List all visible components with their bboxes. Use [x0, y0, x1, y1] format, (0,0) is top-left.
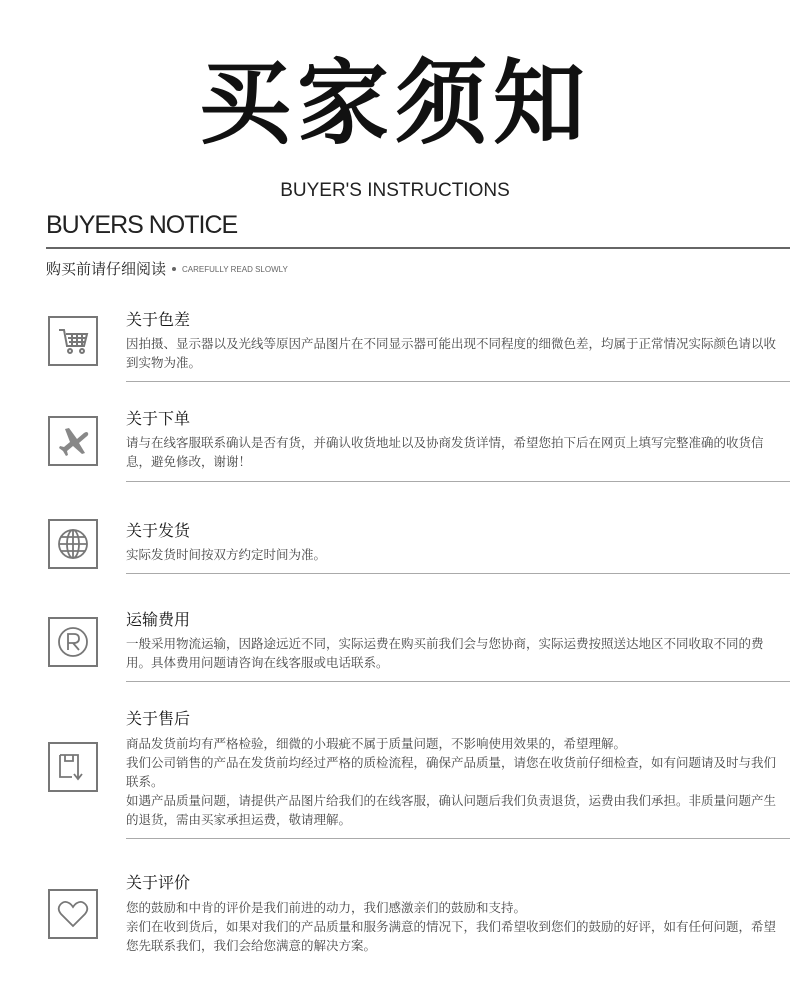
section-title: 关于下单	[126, 409, 191, 428]
bullet-dot	[172, 267, 176, 271]
section-body	[126, 634, 776, 672]
section-title: 关于发货	[126, 521, 191, 540]
shopping-cart-icon	[48, 316, 98, 366]
section-text: 商品发货前均有严格检验，细微的小瑕疵不属于质量问题，不影响使用效果的，希望理解。	[126, 736, 627, 751]
section-title: 关于评价	[126, 873, 191, 892]
section-body	[126, 734, 776, 829]
read-carefully-cn: 购买前请仔细阅读	[46, 260, 167, 278]
heart-icon	[48, 889, 98, 939]
section-title: 关于售后	[126, 709, 191, 728]
section-text: 请与在线客服联系确认是否有货，并确认收货地址以及协商发货详情，希望您拍下后在网页上填写完整准确的收货信息，避免修改，谢谢！	[126, 435, 764, 469]
section-title: 运输费用	[126, 610, 191, 629]
return-box-icon	[48, 742, 98, 792]
section-text: 您的鼓励和中肯的评价是我们前进的动力，我们感激亲们的鼓励和支持。	[126, 900, 527, 915]
section-title: 关于色差	[126, 310, 191, 329]
section-divider	[126, 481, 790, 482]
section-text: 实际发货时间按双方约定时间为准。	[126, 547, 327, 562]
section-divider	[126, 381, 790, 382]
section-divider	[126, 573, 790, 574]
section-divider	[126, 838, 790, 839]
page-subtitle: BUYER'S INSTRUCTIONS	[280, 180, 510, 201]
read-carefully-en: CAREFULLY READ SLOWLY	[182, 265, 288, 274]
section-text: 我们公司销售的产品在发货前均经过严格的质检流程，确保产品质量，请您在收货前仔细检查，如有问题请及时与我们联系。	[126, 755, 777, 789]
registered-icon	[48, 617, 98, 667]
page-title: 买家须知	[198, 50, 591, 157]
section-divider	[126, 681, 790, 682]
globe-icon	[48, 519, 98, 569]
airplane-icon	[48, 416, 98, 466]
section-text: 亲们在收到货后，如果对我们的产品质量和服务满意的情况下，我们希望收到您们的鼓励的好评，如有任何问题，希望您先联系我们，我们会给您满意的解决方案。	[126, 919, 777, 953]
buyers-notice-heading: BUYERS NOTICE	[46, 211, 238, 239]
section-body	[126, 334, 776, 372]
header-divider	[46, 247, 790, 249]
read-carefully-line	[46, 258, 288, 279]
section-text: 如遇产品质量问题，请提供产品图片给我们的在线客服，确认问题后我们负责退货，运费由我们承担。非质量问题产生的退货，需由买家承担运费，敬请理解。	[126, 793, 777, 827]
section-body	[126, 898, 776, 955]
section-body	[126, 433, 776, 471]
section-text: 因拍摄、显示器以及光线等原因产品图片在不同显示器可能出现不同程度的细微色差，均属于正常情况实际颜色请以收到实物为准。	[126, 336, 777, 370]
section-body	[126, 545, 776, 564]
section-text: 一般采用物流运输，因路途远近不同，实际运费在购买前我们会与您协商，实际运费按照送达地区不同收取不同的费用。具体费用问题请咨询在线客服或电话联系。	[126, 636, 764, 670]
